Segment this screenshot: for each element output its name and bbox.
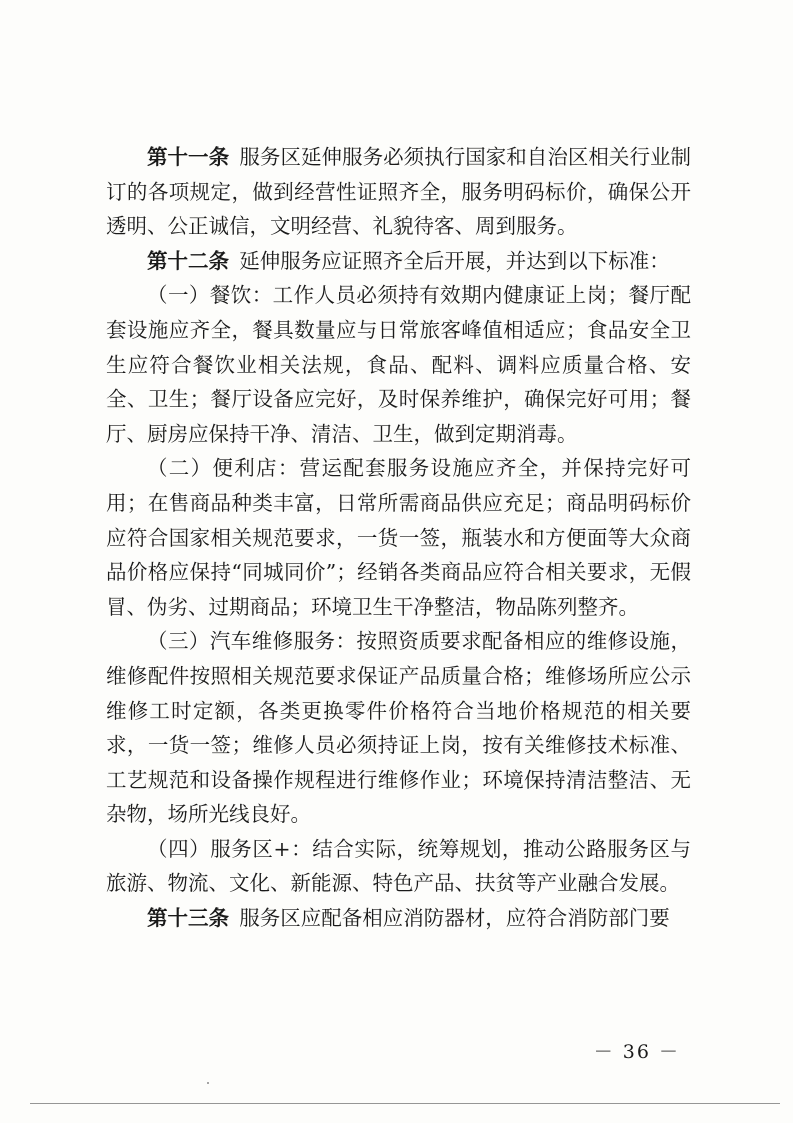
- paragraph-text: 服务区延伸服务必须执行国家和自治区相关行业制订的各项规定，做到经营性证照齐全，服务明码标价，确保公开透明、公正诚信，文明经营、礼貌待客、周到服务。: [106, 145, 692, 239]
- paragraph-text: （三）汽车维修服务：按照资质要求配备相应的维修设施，维修配件按照相关规范要求保证产品质量合格；维修场所应公示维修工时定额，各类更换零件价格符合当地价格规范的相关要求，一货一签；维修人员必须持证上岗，按有关维修技术标准、工艺规范和设备操作规程进行维修作业；环境保持清洁整洁、无杂物，场所光线良好。: [106, 629, 691, 827]
- paragraph-text: （一）餐饮：工作人员必须持有效期内健康证上岗；餐厅配套设施应齐全，餐具数量应与日常旅客峰值相适应；食品安全卫生应符合餐饮业相关法规，食品、配料、调料应质量合格、安全、卫生；餐厅设备应完好，及时保养维护，确保完好可用；餐厅、厨房应保持干净、清洁、卫生，做到定期消毒。: [106, 283, 691, 446]
- paragraph-article-12: [106, 244, 691, 279]
- paragraph-text: （四）服务区+：结合实际，统筹规划，推动公路服务区与旅游、物流、文化、新能源、特色产品、扶贫等产业融合发展。: [106, 836, 691, 896]
- paragraph-text: （二）便利店：营运配套服务设施应齐全，并保持完好可用；在售商品种类丰富，日常所需商品供应充足；商品明码标价应符合国家相关规范要求，一货一签，瓶装水和方便面等大众商品价格应保持“同城同价”；经销各类商品应符合相关要求，无假冒、伪劣、过期商品；环境卫生干净整洁，物品陈列整齐。: [106, 456, 691, 619]
- paragraph-item-service-area-plus: [106, 832, 691, 901]
- article-heading: 第十三条: [147, 906, 229, 931]
- paragraph-item-catering: [106, 278, 691, 451]
- paragraph-text: 延伸服务应证照齐全后开展，并达到以下标准：: [239, 248, 670, 273]
- page-number: － 36 －: [593, 1041, 680, 1063]
- paragraph-article-11: [106, 140, 691, 244]
- scan-edge-line: [30, 1103, 780, 1104]
- scan-speck: [207, 1082, 209, 1084]
- body-text: [106, 140, 691, 936]
- paragraph-item-convenience-store: [106, 451, 691, 624]
- article-heading: 第十一条: [147, 145, 230, 169]
- paragraph-item-vehicle-repair: [106, 624, 691, 832]
- paragraph-article-13: [106, 901, 691, 936]
- paragraph-text: 服务区应配备相应消防器材，应符合消防部门要: [239, 906, 670, 931]
- article-heading: 第十二条: [147, 248, 229, 273]
